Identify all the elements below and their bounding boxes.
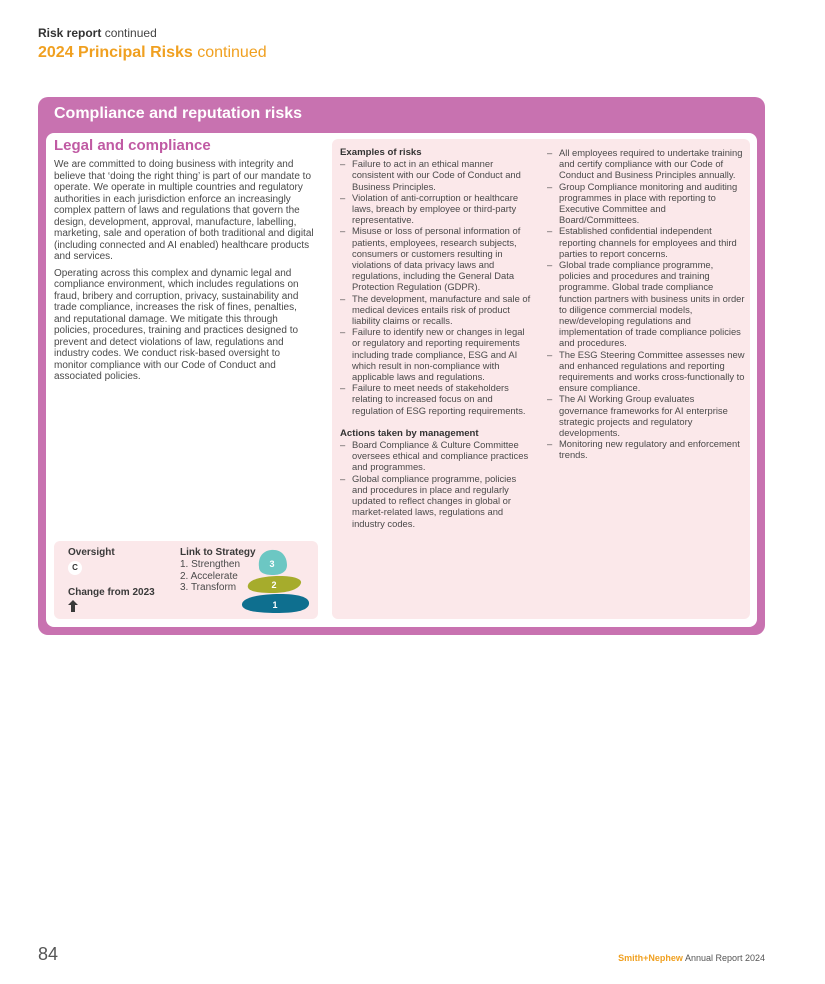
details-column-2: [547, 147, 745, 461]
actions-heading: Actions taken by management: [340, 427, 479, 439]
list-item: – Board Compliance & Culture Committee oversees ethical and compliance practices and programmes.: [340, 439, 532, 473]
risk-description: [54, 137, 314, 388]
brand-name: Smith+Nephew: [618, 953, 683, 963]
strategy-list: [180, 559, 240, 594]
list-item: – Misuse or loss of personal information of patients, employees, research subjects, consumers or customers resulting in violations of data privacy laws and regulations, including the General Data Protection Regulation (GDPR).: [340, 225, 532, 292]
risk-title: Legal and compliance: [54, 137, 211, 154]
list-item: – Established confidential independent reporting channels for employees and third parties to report concerns.: [547, 225, 745, 259]
section-header: [38, 44, 267, 62]
actions-list-continued: [547, 147, 745, 461]
change-label: Change from 2023: [68, 587, 155, 598]
risk-panel: [38, 97, 765, 635]
strategy-stones-icon: [240, 547, 316, 615]
running-header-rest: continued: [104, 26, 157, 40]
examples-list: [340, 158, 532, 416]
risk-details: [332, 139, 750, 619]
page-number: 84: [38, 944, 59, 964]
list-item: – The ESG Steering Committee assesses new and enhanced regulations and reporting requirements and works cross-functionally to ensure compliance.: [547, 349, 745, 394]
description-paragraph: Operating across this complex and dynamic legal and compliance environment, which includes regulations on fraud, bribery and corruption, privacy, sustainability and trade compliance, increases the risk of fines, penalties, and reputational damage. We mitigate this through policies, procedures, training and practices designed to prevent and detect violations of law, regulations and industry codes. We conduct risk-based oversight to monitor compliance with our Code of Conduct and associated policies.: [54, 267, 299, 382]
legend-box: [54, 541, 318, 619]
strategy-item: 2. Accelerate: [180, 570, 238, 582]
panel-body: [46, 133, 757, 627]
footer: [618, 953, 765, 963]
oversight-badge: C: [68, 561, 82, 575]
oversight-label: Oversight: [68, 547, 115, 558]
list-item: – Global compliance programme, policies and procedures in place and regularly updated to reflect changes in global or market-related laws, regulations and industry codes.: [340, 473, 532, 529]
list-item: – Failure to act in an ethical manner consistent with our Code of Conduct and Business Principles.: [340, 158, 532, 192]
strategy-label: Link to Strategy: [180, 547, 256, 558]
section-header-bold: 2024 Principal Risks: [38, 44, 193, 61]
list-item: – Group Compliance monitoring and auditing programmes in place with reporting to Executive Committee and Board/Committees.: [547, 181, 745, 226]
section-header-rest: continued: [197, 44, 267, 61]
list-item: – Monitoring new regulatory and enforcement trends.: [547, 438, 745, 460]
list-item: – Failure to identify new or changes in legal or regulatory and reporting requirements including trade compliance, ESG and AI which result in non-compliance with applicable laws and regulations.: [340, 326, 532, 382]
strategy-item: 3. Transform: [180, 582, 237, 593]
list-item: – The AI Working Group evaluates governance frameworks for AI enterprise strategic projects and regulatory developments.: [547, 393, 745, 438]
details-column-1: [340, 147, 532, 529]
arrow-up-icon: [66, 599, 80, 613]
list-item: – Global trade compliance programme, policies and procedures and training programme. Global trade compliance function partners with business units in order to diligence commercial models, new/developing regulations and implementation of trade compliance policies and procedures.: [547, 259, 745, 349]
list-item: – The development, manufacture and sale of medical devices entails risk of product liability claims or recalls.: [340, 293, 532, 327]
actions-list: [340, 439, 532, 529]
panel-title: Compliance and reputation risks: [54, 105, 303, 122]
stone-number-2: 2: [271, 580, 277, 590]
examples-heading: Examples of risks: [340, 147, 422, 158]
running-header: [38, 26, 267, 40]
strategy-item: 1. Strengthen: [180, 559, 241, 570]
list-item: – Violation of anti-corruption or healthcare laws, breach by employee or third-party representative.: [340, 192, 532, 226]
list-item: – Failure to meet needs of stakeholders relating to increased focus on and regulation of ESG reporting requirements.: [340, 382, 532, 416]
running-header-bold: Risk report: [38, 26, 102, 40]
report-name: Annual Report 2024: [684, 953, 765, 963]
page-header: [38, 26, 267, 62]
stone-number-1: 1: [272, 600, 278, 610]
stone-number-3: 3: [269, 559, 275, 569]
description-paragraph: We are committed to doing business with integrity and believe that ‘doing the right thing’ is part of our mandate to operate. We operate in multiple countries and regulatory authorities in each jurisdiction enforce an increasingly complex pattern of laws and regulations that govern the design, development, approval, manufacture, labelling, marketing, sale and operation of both traditional and digital (including connected and AI enabled) healthcare products and services.: [54, 159, 314, 262]
list-item: – All employees required to undertake training and certify compliance with our Code of Conduct and Business Principles annually.: [547, 147, 745, 181]
